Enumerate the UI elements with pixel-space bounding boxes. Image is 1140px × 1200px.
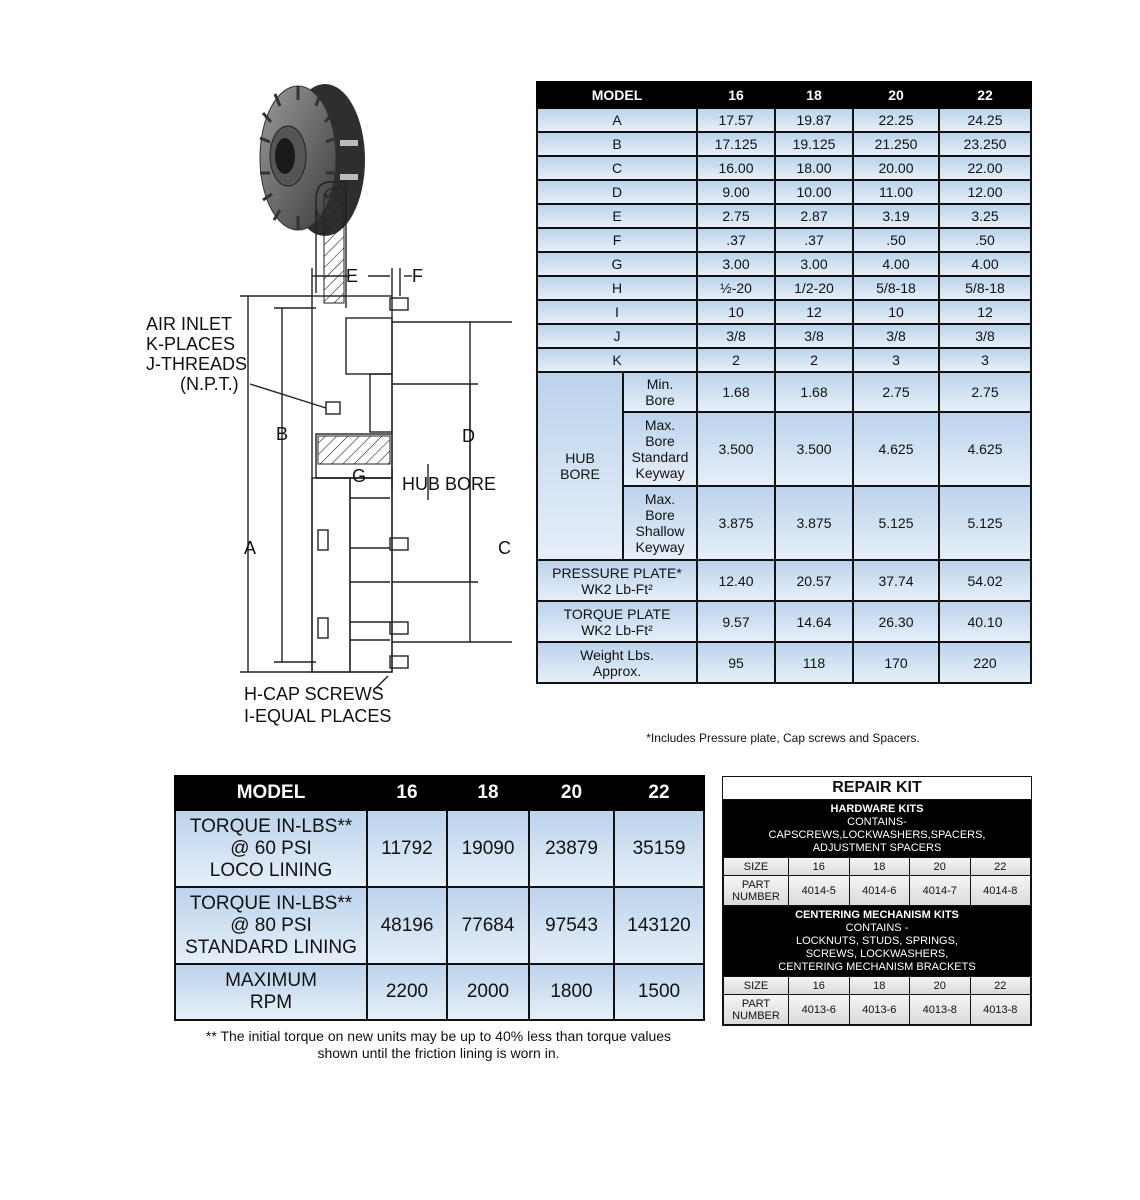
cell: 3.500 (697, 412, 775, 486)
row-label: J (537, 324, 697, 348)
cell: 3/8 (939, 324, 1031, 348)
dim-b-label: B (276, 424, 289, 444)
torque-header-row (175, 776, 704, 810)
cell: 3/8 (775, 324, 853, 348)
torque-header-size: 16 (367, 776, 447, 810)
hub-bore-group-label: HUB BORE (537, 372, 623, 560)
cell: 16 (789, 858, 850, 876)
dim-f-label: F (412, 266, 423, 286)
part-number-label: PART NUMBER (724, 995, 789, 1025)
size-label: SIZE (724, 858, 789, 876)
cell: 3 (853, 348, 939, 372)
cell: 20.57 (775, 560, 853, 601)
cell: ½-20 (697, 276, 775, 300)
spec-header-size: 22 (939, 82, 1031, 108)
cell: 4.625 (939, 412, 1031, 486)
cell: 16.00 (697, 156, 775, 180)
cell: 20 (910, 858, 971, 876)
repair-kit-panel (722, 776, 1032, 1026)
row-label: Weight Lbs. Approx. (537, 642, 697, 683)
pressure-plate-row (537, 560, 1031, 601)
row-label: H (537, 276, 697, 300)
hardware-kits-table (723, 857, 1031, 906)
cell: 18 (849, 858, 910, 876)
torque-header-size: 22 (614, 776, 704, 810)
spec-row-a (537, 108, 1031, 132)
cell: 3.19 (853, 204, 939, 228)
cell: 12.40 (697, 560, 775, 601)
centering-kits-heading: CENTERING MECHANISM KITS CONTAINS - LOCKNUTS, STUDS, SPRINGS, SCREWS, LOCKWASHERS, CENTERING MECHANISM BRACKETS (723, 906, 1031, 976)
cell: 3.00 (775, 252, 853, 276)
cell: 4013-6 (849, 995, 910, 1025)
cross-section-diagram (140, 78, 520, 728)
cell: 3 (939, 348, 1031, 372)
row-label: TORQUE IN-LBS** @ 80 PSI STANDARD LINING (175, 887, 367, 964)
cell: 2200 (367, 964, 447, 1020)
torque-header-size: 18 (447, 776, 529, 810)
cell: 5.125 (853, 486, 939, 560)
row-label: C (537, 156, 697, 180)
cell: 22 (970, 977, 1031, 995)
cell: 1800 (529, 964, 614, 1020)
cell: 10.00 (775, 180, 853, 204)
cell: 2.75 (697, 204, 775, 228)
dimension-spec-table (536, 81, 1032, 684)
row-label: I (537, 300, 697, 324)
cell: 4013-8 (970, 995, 1031, 1025)
cell: 4.00 (853, 252, 939, 276)
cell: 170 (853, 642, 939, 683)
cell: 2 (775, 348, 853, 372)
cell: 11.00 (853, 180, 939, 204)
i-equal-places-label: I-EQUAL PLACES (244, 706, 392, 726)
cell: .50 (939, 228, 1031, 252)
spec-header-size: 16 (697, 82, 775, 108)
torque-plate-row (537, 601, 1031, 642)
cell: 118 (775, 642, 853, 683)
cell: 3/8 (697, 324, 775, 348)
row-label: TORQUE IN-LBS** @ 60 PSI LOCO LINING (175, 810, 367, 887)
cell: 22.25 (853, 108, 939, 132)
cell: 17.57 (697, 108, 775, 132)
torque-header-model: MODEL (175, 776, 367, 810)
cell: 54.02 (939, 560, 1031, 601)
cell: 4014-8 (970, 876, 1031, 906)
cell: 48196 (367, 887, 447, 964)
cell: 22 (970, 858, 1031, 876)
cell: 4014-7 (910, 876, 971, 906)
cell: .50 (853, 228, 939, 252)
dim-d-label: D (462, 426, 475, 446)
cell: 35159 (614, 810, 704, 887)
npt-label: (N.P.T.) (180, 374, 239, 394)
size-label: SIZE (724, 977, 789, 995)
cell: 2.75 (853, 372, 939, 412)
cell: 18 (849, 977, 910, 995)
cell: 16 (789, 977, 850, 995)
cell: 10 (697, 300, 775, 324)
torque-table (174, 775, 705, 1021)
hub-bore-sublabel: Min. Bore (623, 372, 697, 412)
cell: 3.500 (775, 412, 853, 486)
cell: 37.74 (853, 560, 939, 601)
cell: 23.250 (939, 132, 1031, 156)
cell: 12.00 (939, 180, 1031, 204)
cell: 11792 (367, 810, 447, 887)
part-number-label: PART NUMBER (724, 876, 789, 906)
cell: 5/8-18 (853, 276, 939, 300)
cell: 14.64 (775, 601, 853, 642)
cell: .37 (775, 228, 853, 252)
torque-row-rpm (175, 964, 704, 1020)
spec-row-k (537, 348, 1031, 372)
row-label: B (537, 132, 697, 156)
cell: 20 (910, 977, 971, 995)
spec-row-e (537, 204, 1031, 228)
hub-bore-label: HUB BORE (402, 474, 497, 494)
dim-e-label: E (346, 266, 359, 286)
cell: 10 (853, 300, 939, 324)
torque-row-60psi (175, 810, 704, 887)
spec-row-g (537, 252, 1031, 276)
cell: 23879 (529, 810, 614, 887)
cell: 95 (697, 642, 775, 683)
cell: 2 (697, 348, 775, 372)
cell: 4014-6 (849, 876, 910, 906)
row-label: PRESSURE PLATE* WK2 Lb-Ft² (537, 560, 697, 601)
row-label: MAXIMUM RPM (175, 964, 367, 1020)
cell: 220 (939, 642, 1031, 683)
weight-row (537, 642, 1031, 683)
cell: 4014-5 (789, 876, 850, 906)
j-threads-label: J-THREADS (146, 354, 248, 374)
hub-bore-min-row (537, 372, 1031, 412)
spec-header-model: MODEL (537, 82, 697, 108)
spec-footnote: *Includes Pressure plate, Cap screws and Spacers. (646, 731, 920, 745)
row-label: D (537, 180, 697, 204)
hub-bore-sublabel: Max. Bore Standard Keyway (623, 412, 697, 486)
air-inlet-label: AIR INLET (146, 314, 233, 334)
dim-c-label: C (498, 538, 511, 558)
torque-header-size: 20 (529, 776, 614, 810)
spec-header-row (537, 82, 1031, 108)
spec-row-j (537, 324, 1031, 348)
row-label: E (537, 204, 697, 228)
spec-row-c (537, 156, 1031, 180)
cell: 12 (939, 300, 1031, 324)
row-label: K (537, 348, 697, 372)
cell: 12 (775, 300, 853, 324)
cell: 18.00 (775, 156, 853, 180)
cell: 19090 (447, 810, 529, 887)
cell: 2000 (447, 964, 529, 1020)
hub-bore-sublabel: Max. Bore Shallow Keyway (623, 486, 697, 560)
torque-footnote: ** The initial torque on new units may be up to 40% less than torque values shown until the friction lining is worn in. (205, 1028, 672, 1061)
hardware-kits-heading: HARDWARE KITS CONTAINS- CAPSCREWS,LOCKWASHERS,SPACERS, ADJUSTMENT SPACERS (723, 800, 1031, 857)
cell: 4.625 (853, 412, 939, 486)
cell: 5.125 (939, 486, 1031, 560)
spec-row-h (537, 276, 1031, 300)
cell: 26.30 (853, 601, 939, 642)
cell: 21.250 (853, 132, 939, 156)
spec-row-d (537, 180, 1031, 204)
cell: 1.68 (775, 372, 853, 412)
cell: 4.00 (939, 252, 1031, 276)
row-label: G (537, 252, 697, 276)
cell: 3.875 (697, 486, 775, 560)
cell: 2.75 (939, 372, 1031, 412)
cell: 9.57 (697, 601, 775, 642)
cell: 3.00 (697, 252, 775, 276)
cell: 2.87 (775, 204, 853, 228)
row-label: A (537, 108, 697, 132)
spec-row-i (537, 300, 1031, 324)
cell: 1500 (614, 964, 704, 1020)
spec-row-f (537, 228, 1031, 252)
cell: 40.10 (939, 601, 1031, 642)
cell: 19.125 (775, 132, 853, 156)
cell: 3.25 (939, 204, 1031, 228)
cell: 143120 (614, 887, 704, 964)
cell: 20.00 (853, 156, 939, 180)
h-cap-screws-label: H-CAP SCREWS (244, 684, 384, 704)
cell: 1/2-20 (775, 276, 853, 300)
cell: 4013-6 (789, 995, 850, 1025)
torque-row-80psi (175, 887, 704, 964)
cell: 77684 (447, 887, 529, 964)
spec-row-b (537, 132, 1031, 156)
cell: 3/8 (853, 324, 939, 348)
cell: 24.25 (939, 108, 1031, 132)
centering-kits-table (723, 976, 1031, 1025)
cell: 97543 (529, 887, 614, 964)
cell: 4013-8 (910, 995, 971, 1025)
cell: 22.00 (939, 156, 1031, 180)
row-label: TORQUE PLATE WK2 Lb-Ft² (537, 601, 697, 642)
repair-kit-title: REPAIR KIT (723, 777, 1031, 800)
cell: 3.875 (775, 486, 853, 560)
cell: 9.00 (697, 180, 775, 204)
cell: 19.87 (775, 108, 853, 132)
cell: 5/8-18 (939, 276, 1031, 300)
cell: 17.125 (697, 132, 775, 156)
dim-g-label: G (352, 466, 367, 486)
k-places-label: K-PLACES (146, 334, 236, 354)
dim-a-label: A (244, 538, 257, 558)
spec-header-size: 20 (853, 82, 939, 108)
spec-header-size: 18 (775, 82, 853, 108)
cell: 1.68 (697, 372, 775, 412)
cell: .37 (697, 228, 775, 252)
row-label: F (537, 228, 697, 252)
